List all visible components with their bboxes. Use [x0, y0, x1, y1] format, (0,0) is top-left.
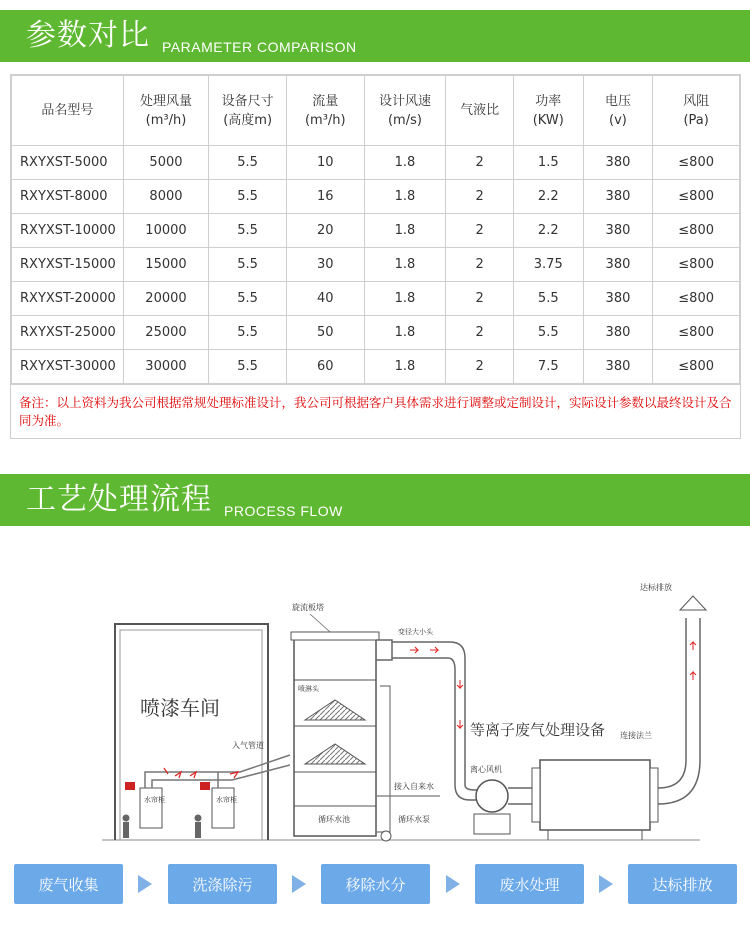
table-cell: 2 — [446, 248, 514, 282]
section-title-cn: 参数对比 — [26, 18, 150, 53]
model-cell: RXYXST-10000 — [12, 214, 124, 248]
table-cell: 5000 — [123, 146, 209, 180]
column-header-title: 设计风速 — [378, 93, 431, 109]
column-header-unit: (m³/h) — [304, 112, 346, 128]
model-cell: RXYXST-8000 — [12, 180, 124, 214]
circulation-pump — [381, 831, 391, 841]
tap-water-label: 接入自来水 — [394, 782, 434, 791]
column-header — [209, 76, 287, 146]
table-cell: 10000 — [123, 214, 209, 248]
column-header-title: 流量 — [312, 93, 339, 109]
table-cell: 2 — [446, 180, 514, 214]
column-header-title: 功率 — [535, 93, 562, 109]
table-body — [12, 146, 740, 384]
column-header — [653, 76, 740, 146]
table-cell: ≤800 — [653, 214, 740, 248]
section-title-en: PROCESS FLOW — [224, 503, 343, 519]
table-cell: 2.2 — [513, 214, 583, 248]
process-steps — [14, 864, 738, 904]
arrow-right-icon — [442, 873, 464, 895]
booth-left-label: 水帘柜 — [144, 796, 165, 804]
column-header-unit: (v) — [609, 112, 627, 128]
plasma-treatment-unit — [532, 760, 658, 840]
table-cell: 1.8 — [364, 146, 446, 180]
section-banner-params — [0, 10, 750, 62]
table-row — [12, 146, 740, 180]
table-note: 备注：以上资料为我公司根据常规处理标准设计，我公司可根据客户具体需求进行调整或定制设计，实际设计参数以最终设计及合同为准。 — [11, 384, 740, 439]
table-cell: 5.5 — [209, 214, 287, 248]
column-header-unit: (m³/h) — [145, 112, 187, 128]
table-cell: 5.5 — [209, 316, 287, 350]
column-header — [513, 76, 583, 146]
circ-pump-label: 循环水泵 — [398, 815, 430, 824]
table-cell: 380 — [583, 282, 653, 316]
table-cell: 1.8 — [364, 248, 446, 282]
inlet-pipe-label: 入气管道 — [232, 741, 264, 750]
column-header-unit: (KW) — [532, 112, 564, 128]
table-cell: 50 — [286, 316, 364, 350]
table-cell: 380 — [583, 316, 653, 350]
table-cell: 30 — [286, 248, 364, 282]
table-cell: 2 — [446, 350, 514, 384]
model-cell: RXYXST-25000 — [12, 316, 124, 350]
table-row — [12, 350, 740, 384]
table-cell: 2 — [446, 214, 514, 248]
table-cell: 2 — [446, 316, 514, 350]
table-row — [12, 316, 740, 350]
table-cell: 3.75 — [513, 248, 583, 282]
table-cell: 1.8 — [364, 282, 446, 316]
stack-flow-arrows — [690, 642, 696, 680]
table-cell: 380 — [583, 180, 653, 214]
workshop-label: 喷漆车间 — [140, 696, 220, 720]
model-cell: RXYXST-5000 — [12, 146, 124, 180]
table-cell: 1.8 — [364, 214, 446, 248]
column-header-unit: (Pa) — [683, 112, 709, 128]
column-header-title: 风阻 — [683, 93, 710, 109]
table-cell: 5.5 — [209, 146, 287, 180]
spray-head-label: 喷淋头 — [298, 685, 319, 693]
flange-label: 连接法兰 — [620, 731, 652, 740]
table-cell: 15000 — [123, 248, 209, 282]
arrow-right-icon — [134, 873, 156, 895]
table-cell: ≤800 — [653, 248, 740, 282]
parameter-table — [10, 74, 741, 439]
arrow-right-icon — [595, 873, 617, 895]
reducer-label: 变径大小头 — [398, 628, 433, 636]
table-cell: 10 — [286, 146, 364, 180]
section-banner-flow — [0, 474, 750, 526]
model-cell: RXYXST-20000 — [12, 282, 124, 316]
table-cell: 1.5 — [513, 146, 583, 180]
gas-flow-arrows — [164, 768, 238, 778]
table-cell: ≤800 — [653, 350, 740, 384]
circ-pool-label: 循环水池 — [318, 815, 350, 824]
table-cell: 5.5 — [209, 282, 287, 316]
table-cell: 5.5 — [209, 350, 287, 384]
table-cell: 380 — [583, 214, 653, 248]
table-cell: 40 — [286, 282, 364, 316]
table-row — [12, 248, 740, 282]
table-header-row — [12, 76, 740, 146]
table-cell: 2 — [446, 146, 514, 180]
table-cell: 5.5 — [209, 248, 287, 282]
exhaust-label: 达标排放 — [640, 583, 672, 592]
table-cell: 16 — [286, 180, 364, 214]
column-header — [583, 76, 653, 146]
table-cell: ≤800 — [653, 316, 740, 350]
plasma-label: 等离子废气处理设备 — [470, 721, 606, 739]
column-header-title: 气液比 — [460, 103, 500, 118]
table-cell: 60 — [286, 350, 364, 384]
table-cell: 2 — [446, 282, 514, 316]
table-cell: ≤800 — [653, 146, 740, 180]
step-waste-gas-collection: 废气收集 — [14, 864, 123, 904]
water-pipes — [376, 686, 440, 832]
connecting-duct — [376, 640, 495, 800]
rotary-plate-tower — [291, 632, 379, 836]
column-header-title: 设备尺寸 — [221, 93, 274, 109]
centrifugal-fan — [474, 780, 540, 834]
table-cell: 7.5 — [513, 350, 583, 384]
column-header-title: 电压 — [604, 93, 631, 109]
model-cell: RXYXST-15000 — [12, 248, 124, 282]
table-row — [12, 282, 740, 316]
step-scrubbing: 洗涤除污 — [168, 864, 277, 904]
spray-booth-left — [125, 782, 162, 828]
table-cell: 1.8 — [364, 180, 446, 214]
column-header — [286, 76, 364, 146]
arrow-right-icon — [288, 873, 310, 895]
step-compliant-emission: 达标排放 — [628, 864, 737, 904]
table-cell: 8000 — [123, 180, 209, 214]
table-cell: 1.8 — [364, 316, 446, 350]
process-diagram — [0, 560, 750, 850]
column-header-unit: (m/s) — [387, 112, 422, 128]
table-cell: 25000 — [123, 316, 209, 350]
section-title-cn: 工艺处理流程 — [26, 482, 212, 517]
workshop-building — [115, 624, 268, 840]
column-header — [12, 76, 124, 146]
column-header — [364, 76, 446, 146]
step-moisture-removal: 移除水分 — [321, 864, 430, 904]
table-cell: 380 — [583, 146, 653, 180]
table-cell: 380 — [583, 350, 653, 384]
table-cell: 30000 — [123, 350, 209, 384]
table-cell: 5.5 — [209, 180, 287, 214]
table-row — [12, 214, 740, 248]
fan-label: 离心风机 — [470, 765, 502, 774]
column-header — [123, 76, 209, 146]
model-cell: RXYXST-30000 — [12, 350, 124, 384]
table-cell: 20 — [286, 214, 364, 248]
column-header — [446, 76, 514, 146]
booth-right-label: 水帘柜 — [216, 796, 237, 804]
column-header-title: 处理风量 — [139, 93, 192, 109]
table-cell: ≤800 — [653, 180, 740, 214]
spray-booth-right — [200, 782, 234, 828]
column-header-title: 品名型号 — [41, 103, 94, 118]
section-title-en: PARAMETER COMPARISON — [162, 39, 357, 55]
exhaust-stack — [658, 596, 706, 804]
table-cell: 20000 — [123, 282, 209, 316]
table-row — [12, 180, 740, 214]
table-cell: 1.8 — [364, 350, 446, 384]
tower-label: 旋流板塔 — [292, 603, 324, 612]
table-cell: 380 — [583, 248, 653, 282]
table-cell: ≤800 — [653, 282, 740, 316]
step-wastewater-treatment: 废水处理 — [475, 864, 584, 904]
table-cell: 2.2 — [513, 180, 583, 214]
table-cell: 5.5 — [513, 282, 583, 316]
column-header-unit: (高度m) — [223, 112, 273, 128]
table-cell: 5.5 — [513, 316, 583, 350]
